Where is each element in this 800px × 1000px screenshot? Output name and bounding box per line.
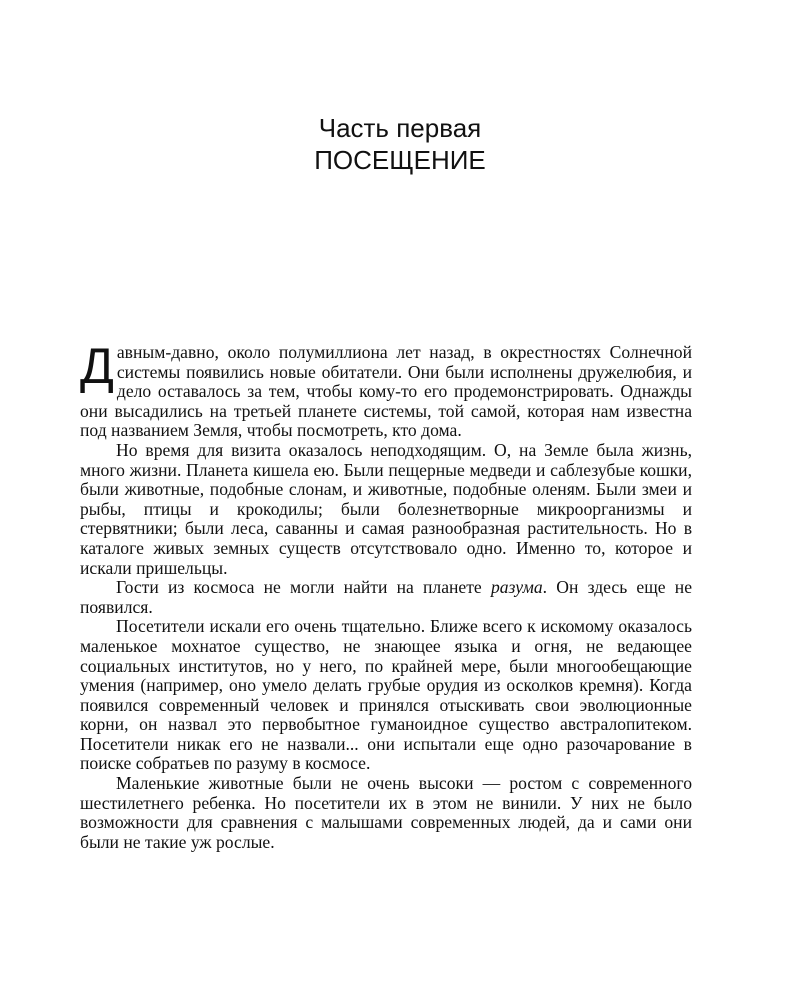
- paragraph-3-text-end: . Он здесь еще не появился.: [80, 577, 693, 617]
- paragraph-2: Но время для визита оказалось неподходящим. О, на Земле была жизнь, много жизни. Планета кишела ею. Были пещерные медведи и саблезубые кошки, были животные, подобные слонам, и животные, подобные оленям. Были змеи и рыбы, птицы и крокодилы; были болезнетворные микроорганизмы и стервятники; были леса, саванны и самая разнообразная растительность. Но в каталоге живых земных существ отсутствовало одно. Именно то, которое и искали пришельцы.: [80, 439, 692, 578]
- paragraph-1-text: авным-давно, около полумиллиона лет назад, в окрестностях Солнечной системы появились новые обитатели. Они были исполнены дружелюбия, и дело оставалось за тем, чтобы кому-то его продемонстрировать. Однажды они высадились на третьей планете системы, той самой, которая нам известна под названием Земля, чтобы посмотреть, кто дома.: [80, 342, 692, 441]
- paragraph-5: Маленькие животные были не очень высоки — ростом с современного шестилетнего ребенка. Но посетители их в этом не винили. У них не было возможности для сравнения с малышами современных людей, да и сами они были не такие уж рослые.: [80, 773, 692, 852]
- chapter-title: ПОСЕЩЕНИЕ: [314, 145, 486, 175]
- paragraph-1: [80, 338, 692, 441]
- body-text: [80, 338, 693, 852]
- paragraph-3: [80, 578, 692, 617]
- chapter-heading: [0, 112, 800, 176]
- paragraph-4: Посетители искали его очень тщательно. Ближе всего к искомому оказалось маленькое мохнатое существо, не знающее языка и огня, не ведающее социальных институтов, но у него, по крайней мере, были многообещающие умения (например, оно умело делать грубые орудия из осколков кремня). Когда появился современный человек и принялся отыскивать свои эволюционные корни, он назвал это первобытное гуманоидное существо австралопитеком. Посетители никак его не назвали... они испытали еще одно разочарование в поиске собратьев по разуму в космосе.: [80, 616, 692, 774]
- drop-cap: Д: [80, 338, 114, 394]
- paragraph-3-text-start: Гости из космоса не могли найти на планете: [116, 577, 491, 598]
- part-label: Часть первая: [318, 113, 482, 143]
- paragraph-3-emphasis: разума: [490, 577, 543, 598]
